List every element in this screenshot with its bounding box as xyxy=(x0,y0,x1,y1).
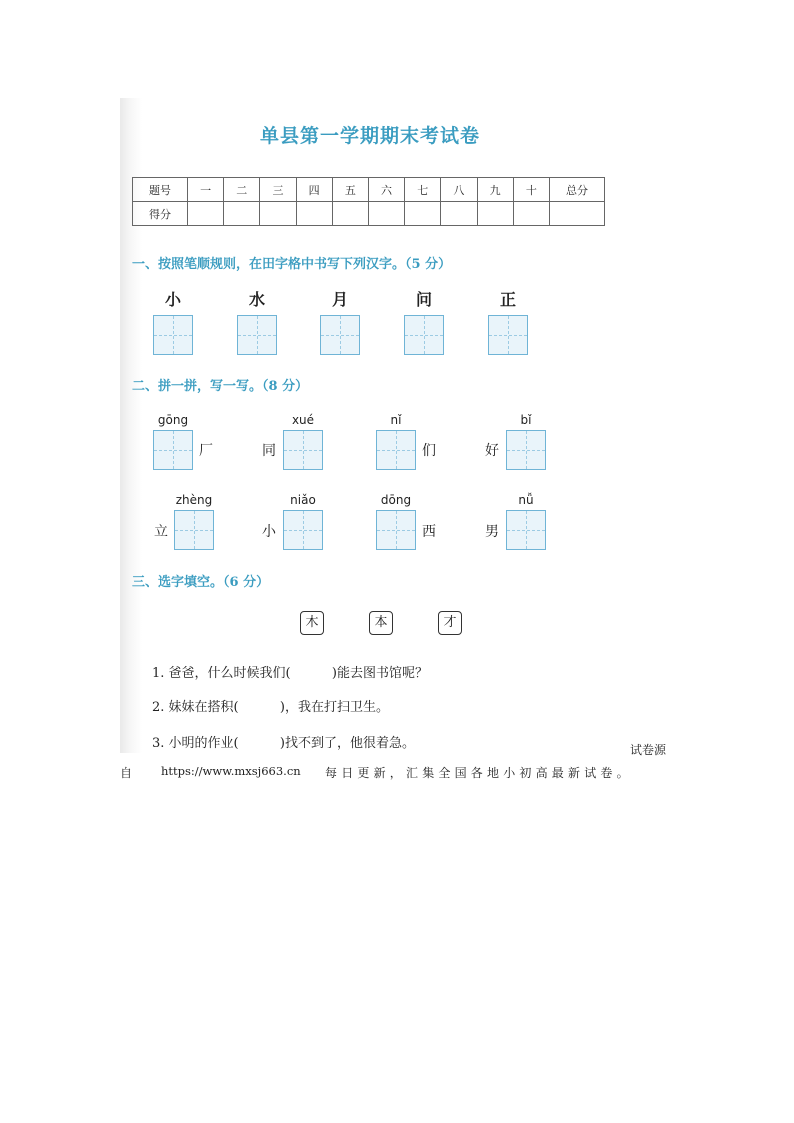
fill-blank-question[interactable]: 1. 爸爸，什么时候我们( )能去图书馆呢？ xyxy=(152,666,429,681)
given-char: 立 xyxy=(154,524,168,540)
given-char: 同 xyxy=(262,443,276,459)
score-header-cell: 五 xyxy=(332,178,368,202)
tianzige-box[interactable] xyxy=(153,315,193,355)
pinyin-label: niǎo xyxy=(290,493,316,507)
tianzige-box[interactable] xyxy=(237,315,277,355)
option-box[interactable]: 本 xyxy=(369,611,393,635)
tianzige-box[interactable] xyxy=(506,430,546,470)
score-cell[interactable] xyxy=(550,202,605,226)
pinyin-label: gōng xyxy=(157,413,189,427)
tianzige-box[interactable] xyxy=(174,510,214,550)
tianzige-box[interactable] xyxy=(404,315,444,355)
given-char: 小 xyxy=(262,524,276,540)
score-cell[interactable] xyxy=(513,202,549,226)
score-header-cell: 四 xyxy=(296,178,332,202)
given-char: 好 xyxy=(485,443,499,459)
option-box[interactable]: 才 xyxy=(438,611,462,635)
pinyin-label: nǚ xyxy=(518,493,534,507)
score-header-cell: 一 xyxy=(188,178,224,202)
score-header-cell: 总分 xyxy=(550,178,605,202)
stroke-char: 月 xyxy=(331,290,348,309)
tianzige-box[interactable] xyxy=(153,430,193,470)
section-1-heading: 一、按照笔顺规则，在田字格中书写下列汉字。（5 分） xyxy=(132,257,452,272)
score-table-header-row xyxy=(133,178,605,202)
section-3-heading: 三、选字填空。（6 分） xyxy=(132,575,270,590)
tianzige-box[interactable] xyxy=(488,315,528,355)
option-box[interactable]: 木 xyxy=(300,611,324,635)
score-cell[interactable] xyxy=(296,202,332,226)
stroke-char: 小 xyxy=(164,290,181,309)
score-header-cell: 八 xyxy=(441,178,477,202)
score-cell[interactable] xyxy=(188,202,224,226)
tianzige-box[interactable] xyxy=(376,430,416,470)
fill-blank-question[interactable]: 3. 小明的作业( )找不到了，他很着急。 xyxy=(152,736,416,751)
score-header-cell: 三 xyxy=(260,178,296,202)
stroke-char: 问 xyxy=(415,290,432,309)
given-char: 们 xyxy=(422,443,436,459)
pinyin-label: xué xyxy=(291,413,315,427)
source-note: 试卷源 xyxy=(630,743,667,757)
score-cell[interactable] xyxy=(477,202,513,226)
source-prefix: 自 xyxy=(120,766,133,780)
score-cell[interactable] xyxy=(332,202,368,226)
pinyin-label: zhèng xyxy=(175,493,213,507)
stroke-char: 正 xyxy=(499,290,516,309)
pinyin-label: nǐ xyxy=(390,413,402,427)
score-cell[interactable] xyxy=(368,202,404,226)
score-header-cell: 六 xyxy=(368,178,404,202)
score-table-score-row xyxy=(133,202,605,226)
score-header-cell: 七 xyxy=(405,178,441,202)
pinyin-label: bǐ xyxy=(520,413,532,427)
source-tagline: 每日更新，汇集全国各地小初高最新试卷。 xyxy=(325,766,633,780)
score-cell[interactable] xyxy=(224,202,260,226)
pinyin-label: dōng xyxy=(380,493,412,507)
tianzige-box[interactable] xyxy=(506,510,546,550)
tianzige-box[interactable] xyxy=(283,430,323,470)
given-char: 厂 xyxy=(199,443,213,459)
score-row-label: 得分 xyxy=(133,202,188,226)
tianzige-box[interactable] xyxy=(283,510,323,550)
score-header-cell: 十 xyxy=(513,178,549,202)
score-header-cell: 九 xyxy=(477,178,513,202)
score-header-cell: 题号 xyxy=(133,178,188,202)
tianzige-box[interactable] xyxy=(320,315,360,355)
score-cell[interactable] xyxy=(441,202,477,226)
given-char: 男 xyxy=(485,524,499,540)
fill-blank-question[interactable]: 2. 妹妹在搭积( )，我在打扫卫生。 xyxy=(152,700,390,715)
stroke-char: 水 xyxy=(248,290,265,309)
source-url-link[interactable]: https://www.mxsj663.cn xyxy=(161,764,301,778)
given-char: 西 xyxy=(422,524,436,540)
section-2-heading: 二、拼一拼，写一写。（8 分） xyxy=(132,379,309,394)
score-table xyxy=(132,177,605,226)
score-cell[interactable] xyxy=(405,202,441,226)
score-cell[interactable] xyxy=(260,202,296,226)
exam-title: 单县第一学期期末考试卷 xyxy=(259,125,480,147)
tianzige-box[interactable] xyxy=(376,510,416,550)
score-header-cell: 二 xyxy=(224,178,260,202)
